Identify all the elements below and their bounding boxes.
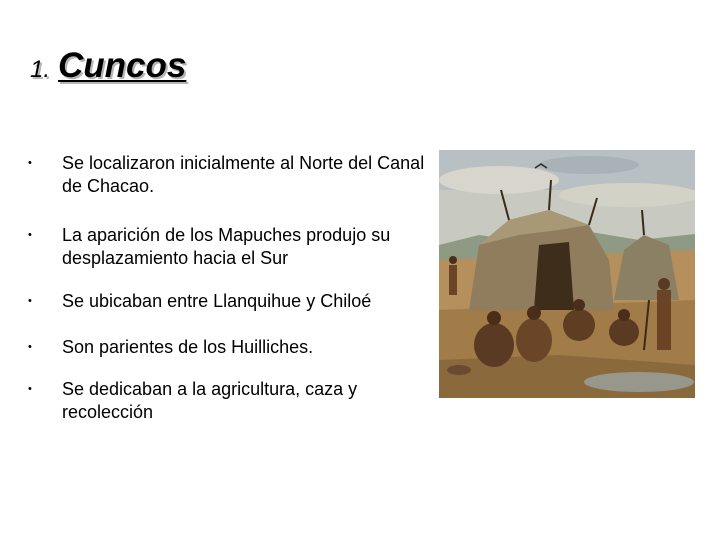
title-text: Cuncos <box>58 46 187 85</box>
bullet-text: Se dedicaban a la agricultura, caza y recolección <box>62 379 358 422</box>
camp-painting-image <box>439 150 695 398</box>
bullet-dot-icon: • <box>28 341 32 353</box>
bullet-item <box>28 152 438 198</box>
bullet-item <box>28 378 438 424</box>
bullet-text: Se localizaron inicialmente al Norte del Canal de Chacao. <box>62 153 425 196</box>
bullet-dot-icon: • <box>28 383 32 395</box>
bullet-text: La aparición de los Mapuches produjo su desplazamiento hacia el Sur <box>62 225 391 268</box>
bullet-item <box>28 224 438 270</box>
slide-title <box>30 46 186 96</box>
bullet-item <box>28 290 438 313</box>
bullet-item <box>28 336 438 359</box>
bullet-dot-icon: • <box>28 295 32 307</box>
title-number: 1. <box>30 56 51 83</box>
bullet-dot-icon: • <box>28 157 32 169</box>
bullet-text: Son parientes de los Huilliches. <box>62 337 314 357</box>
bullet-dot-icon: • <box>28 229 32 241</box>
bullet-text: Se ubicaban entre Llanquihue y Chiloé <box>62 291 372 311</box>
